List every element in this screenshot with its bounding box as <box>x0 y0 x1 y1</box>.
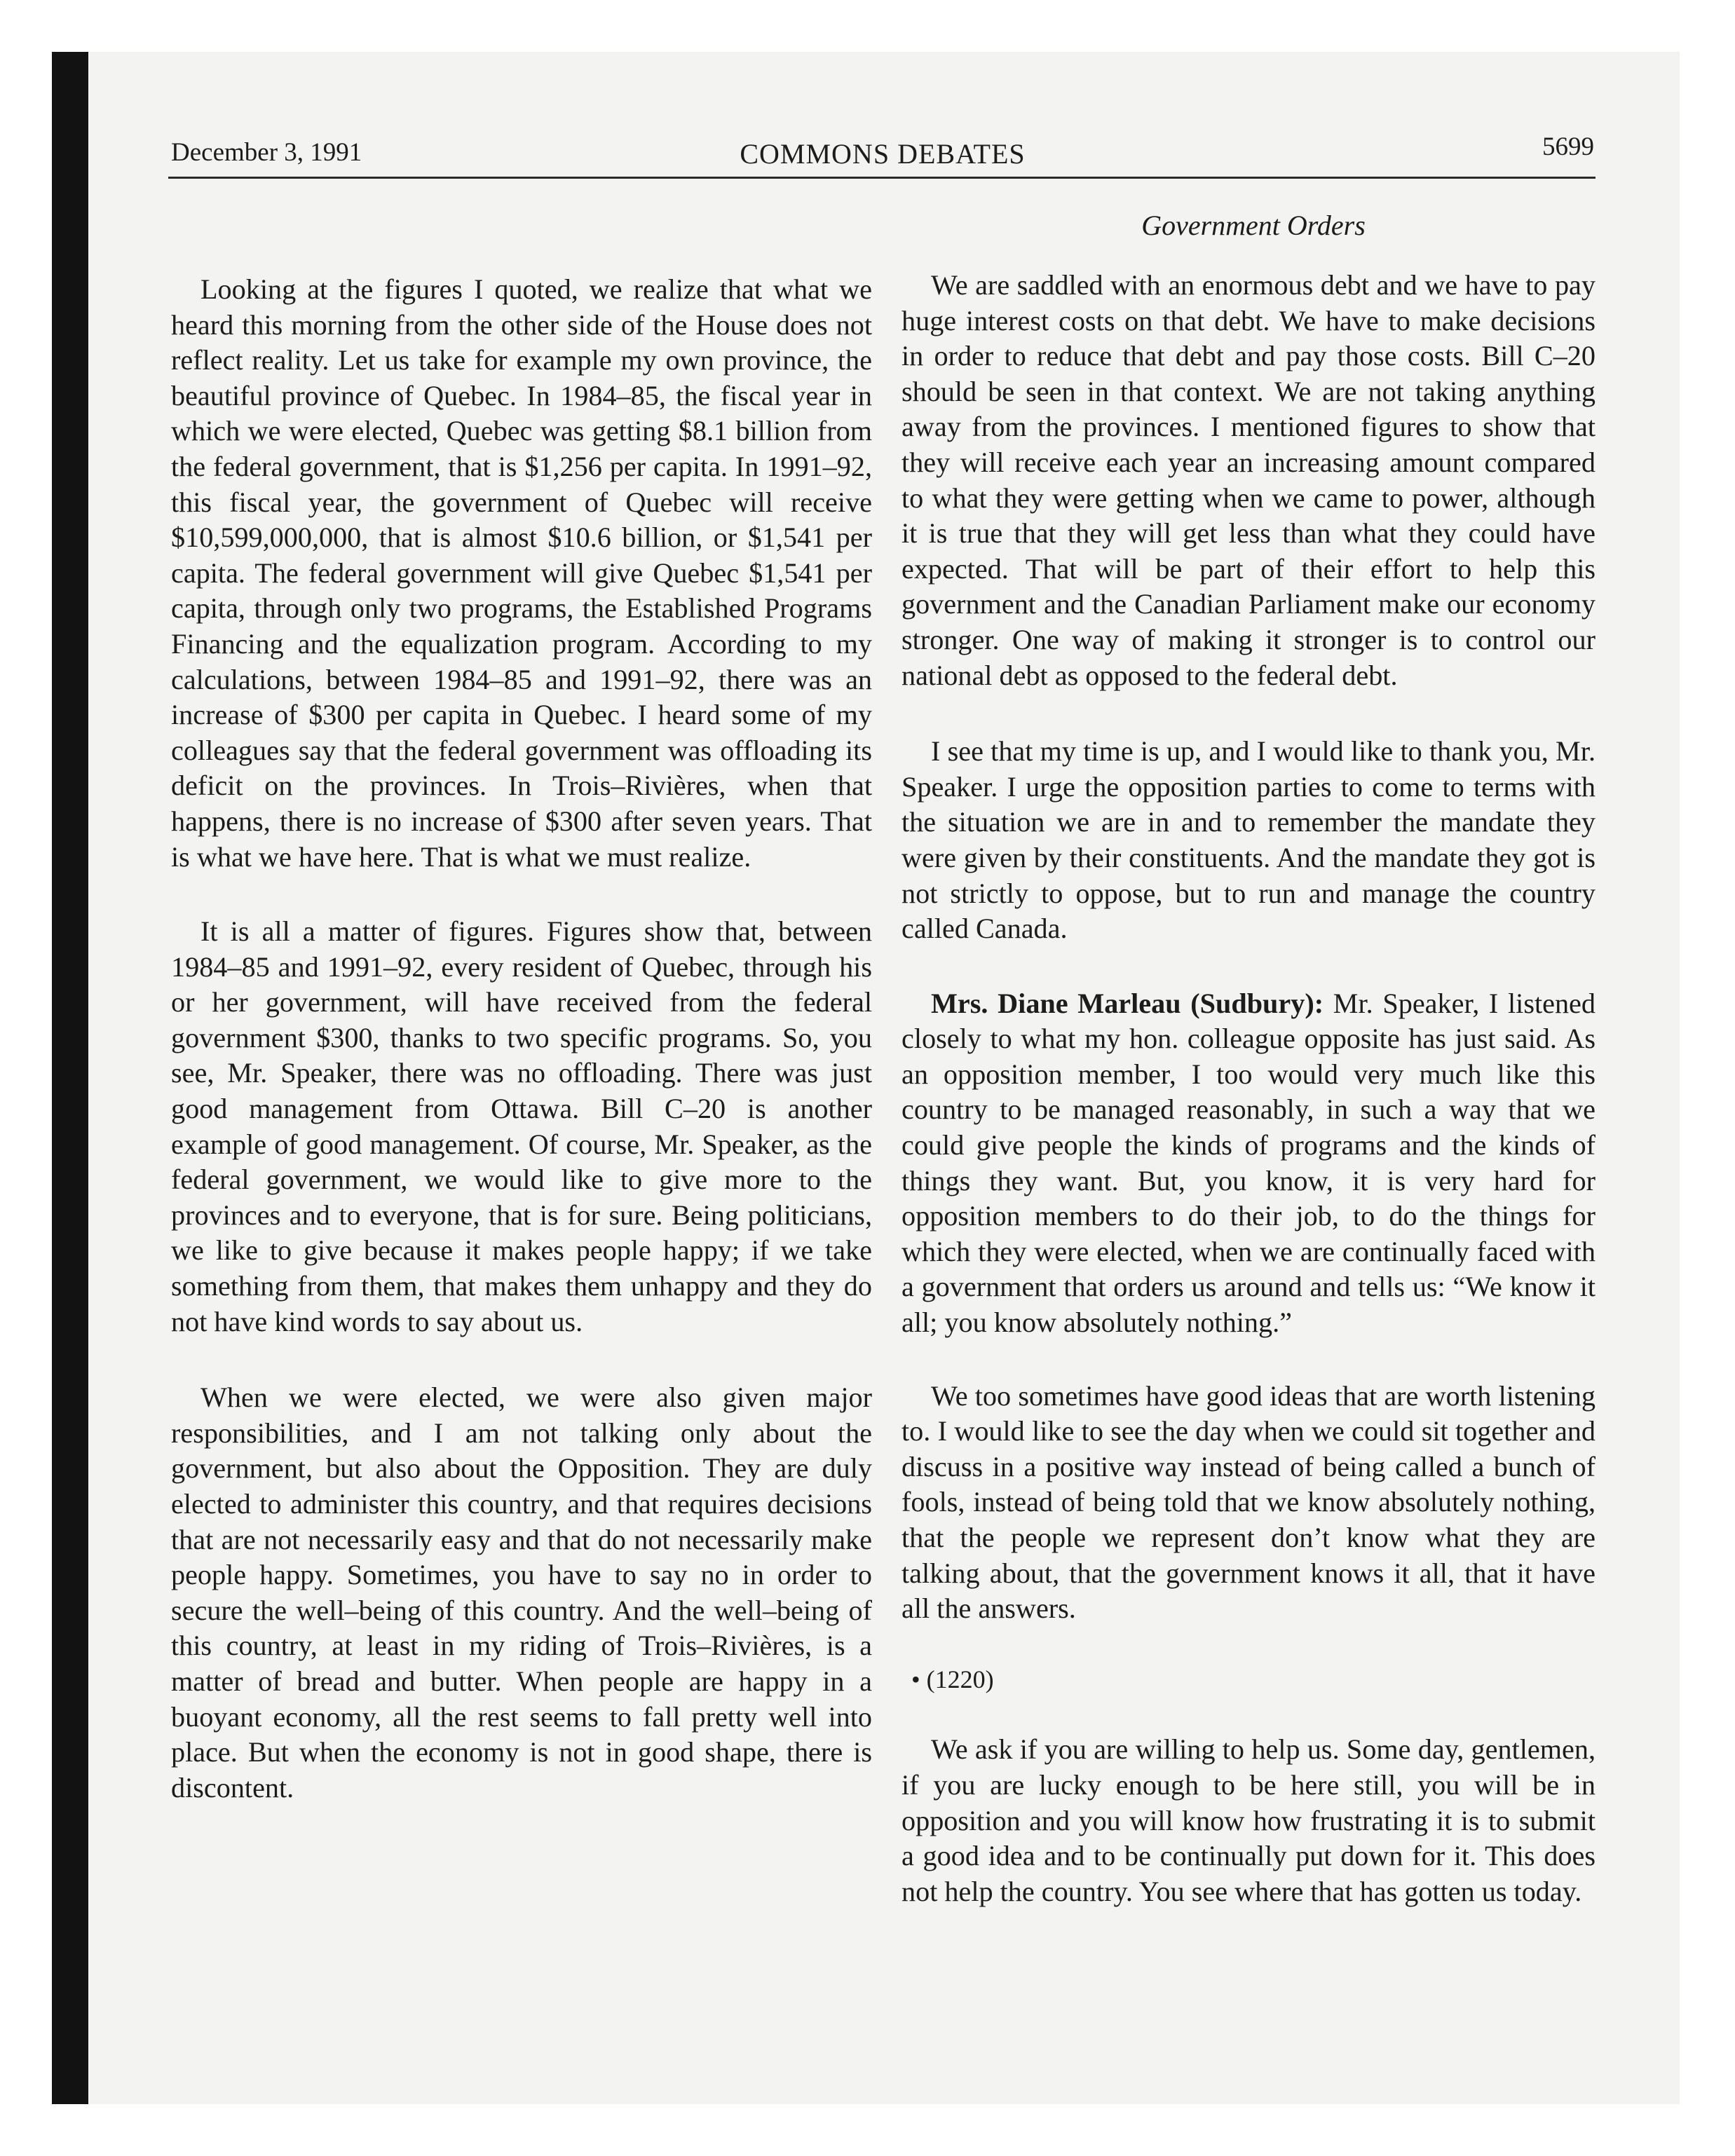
speech-text: Mr. Speaker, I listened closely to what my hon. colleague opposite has just said. As an opposition member, I too would very much like this country to be managed reasonably, in such a way that we could give people the kinds of programs and the kinds of things they want. But, you know, it is very hard for opposition members to do their job, to do the things for which they were elected, when we are continually faced with a government that orders us around and tells us: “We know it all; you know absolutely nothing.” <box>901 987 1595 1339</box>
speaker-name: Mrs. Diane Marleau (Sudbury): <box>931 987 1324 1019</box>
right-column <box>901 268 1595 1909</box>
left-column <box>171 272 872 1806</box>
page-number: 5699 <box>1542 132 1594 161</box>
speech-paragraph <box>901 986 1595 1341</box>
header-title: COMMONS DEBATES <box>740 138 1026 170</box>
paragraph: We ask if you are willing to help us. Some day, gentlemen, if you are lucky enough to be here still, you will be in opposition and you will know how frustrating it is to submit a good idea and to be continually put down for it. This does not help the country. You see where that has gotten us today. <box>901 1733 1595 1907</box>
paragraph: We are saddled with an enormous debt and we have to pay huge interest costs on that debt. We have to make decisions in order to reduce that debt and pay those costs. Bill C–20 should be seen in that context. We are not taking anything away from the provinces. I mentioned figures to show that they will receive each year an increasing amount compared to what they were getting when we came to power, although it is true that they will get less than what they could have expected. That will be part of their effort to help this government and the Canadian Parliament make our economy stronger. One way of making it stronger is to control our national debt as opposed to the federal debt. <box>901 269 1595 691</box>
time-marker: • (1220) <box>911 1665 994 1693</box>
paragraph: Looking at the figures I quoted, we realize that what we heard this morning from the other side of the House does not reflect reality. Let us take for example my own province, the beautiful province of Quebec. In 1984–85, the fiscal year in which we were elected, Quebec was getting $8.1 billion from the federal government, that is $1,256 per capita. In 1991–92, this fiscal year, the government of Quebec will receive $10,599,000,000, that is almost $10.6 billion, or $1,541 per capita. The federal government will give Quebec $1,541 per capita, through only two programs, the Established Programs Financing and the equalization program. According to my calculations, between 1984–85 and 1991–92, there was an increase of $300 per capita in Quebec. I heard some of my colleagues say that the federal government was offloading its deficit on the provinces. In Trois–Rivières, when that happens, there is no increase of $300 after seven years. That is what we have here. That is what we must realize. <box>171 273 872 873</box>
header-rule <box>168 177 1595 179</box>
header-date: December 3, 1991 <box>171 138 362 167</box>
paragraph: It is all a matter of figures. Figures show that, between 1984–85 and 1991–92, every resident of Quebec, through his or her government, will have received from the federal government $300, thanks to two specific programs. So, you see, Mr. Speaker, there was no offloading. There was just good management from Ottawa. Bill C–20 is another example of good management. Of course, Mr. Speaker, as the federal government, we would like to give more to the provinces and to everyone, that is for sure. Being politicians, we like to give because it makes people happy; if we take something from them, that makes them unhappy and they do not have kind words to say about us. <box>171 915 872 1337</box>
scan-black-edge <box>52 52 88 2104</box>
paragraph: I see that my time is up, and I would like to thank you, Mr. Speaker. I urge the opposition parties to come to terms with the situation we are in and to remember the mandate they were given by their constituents. And the mandate they got is not strictly to oppose, but to run and manage the country called Canada. <box>901 735 1595 945</box>
section-heading: Government Orders <box>1141 210 1366 241</box>
running-header <box>171 132 1594 179</box>
paragraph: When we were elected, we were also given major responsibilities, and I am not talking only about the government, but also about the Opposition. They are duly elected to administer this country, and that requires decisions that are not necessarily easy and that do not necessarily make people happy. Sometimes, you have to say no in order to secure the well–being of this country. And the well–being of this country, at least in my riding of Trois–Rivières, is a matter of bread and butter. When people are happy in a buoyant economy, all the rest seems to fall pretty well into place. But when the economy is not in good shape, there is discontent. <box>171 1381 872 1803</box>
paragraph: We too sometimes have good ideas that are worth listening to. I would like to see the day when we could sit together and discuss in a positive way instead of being called a bunch of fools, instead of being told that we know absolutely nothing, that the people we represent don’t know what they are talking about, that the government knows it all, that it have all the answers. <box>901 1379 1595 1625</box>
